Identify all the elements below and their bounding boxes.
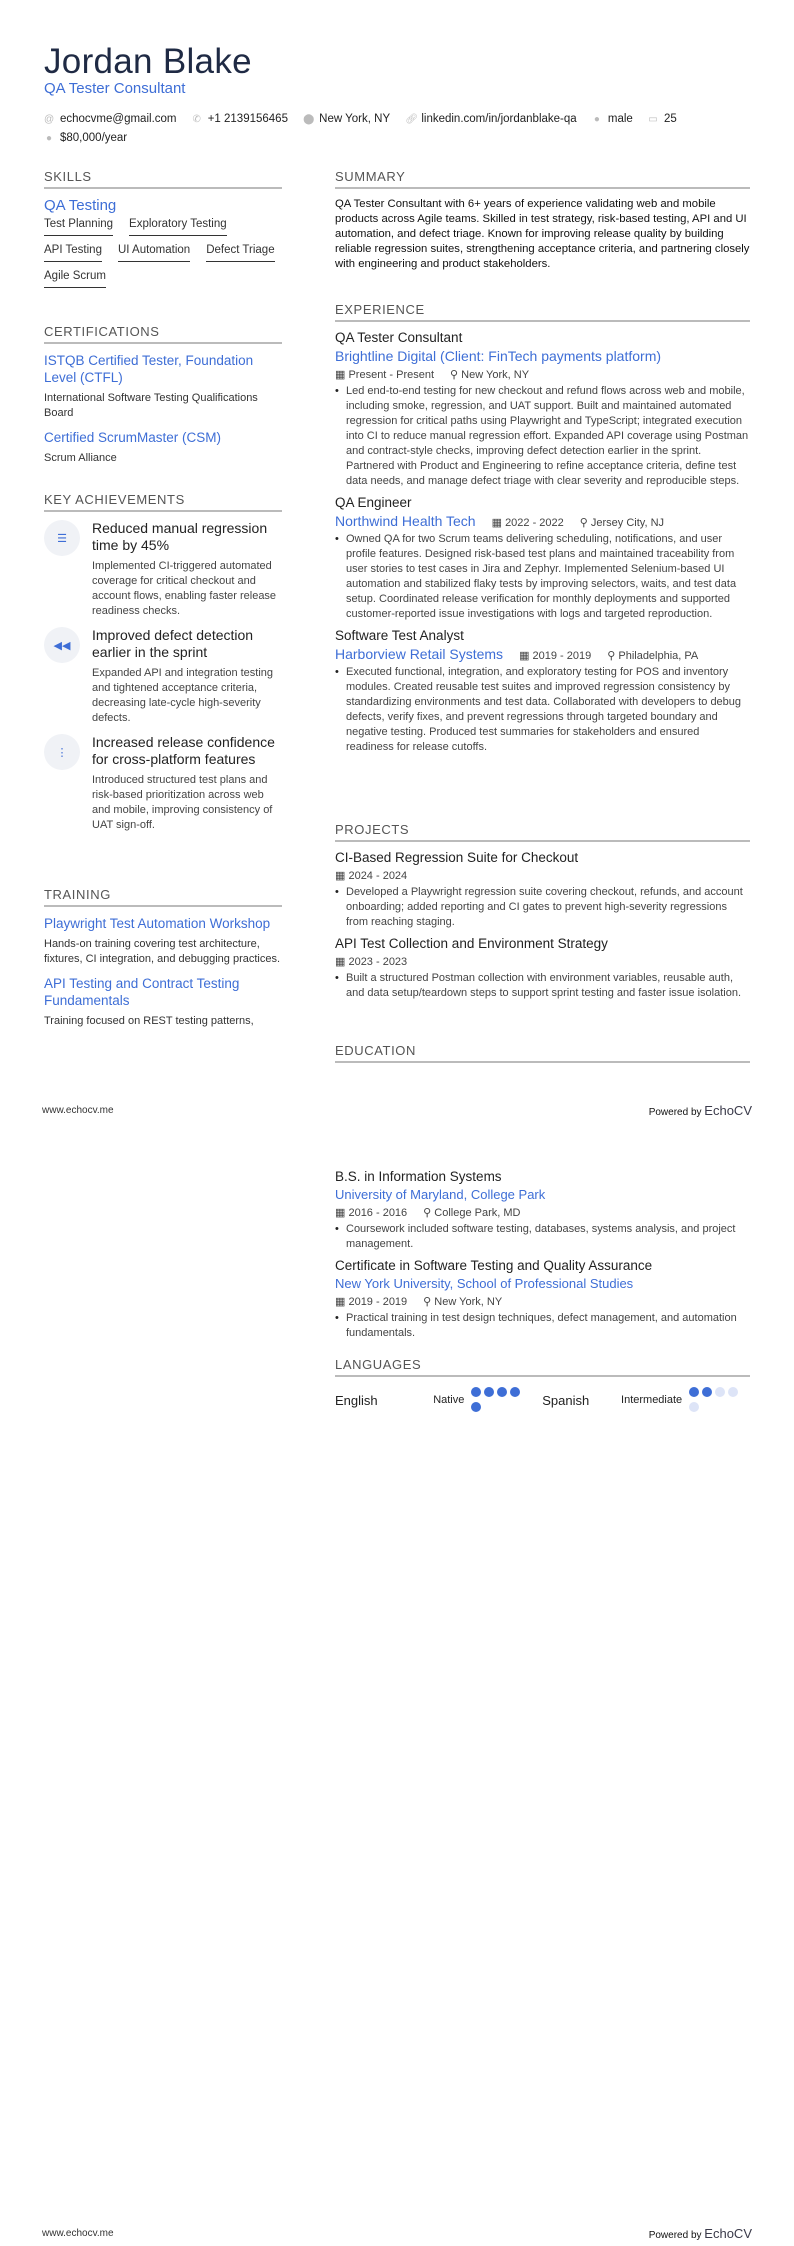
contact-linkedin[interactable]: 🔗︎ linkedin.com/in/jordanblake-qa [405,110,576,129]
training-title: API Testing and Contract Testing Fundamentals [44,976,240,1008]
job-bullet: • Executed functional, integration, and exploratory testing for POS and inventory modules. Created reusable test suites and improved regression consistency by standardizing environments and test data. Collaborated with developers to debug defects, verify fixes, and prevent regressions through targeted boundary and negative testing. Produced test summaries for stakeholders and ensured readiness for release cutoffs. [335,665,750,755]
job-dates: 2019 - 2019 [532,650,592,662]
left-column [44,169,282,474]
footer-site-link[interactable]: www.echocv.me [42,2228,114,2239]
achievement-desc: Expanded API and integration testing and tightened acceptance criteria, decreasing late-cycle high-severity defects. [92,667,274,724]
projects-heading: PROJECTS [335,822,750,842]
footer-powered: Powered by EchoCV [648,2226,752,2241]
bars-icon: ☰ [44,520,80,556]
achievements-section [44,492,282,841]
footer-powered: Powered by EchoCV [648,1103,752,1118]
phone-icon: ✆ [192,114,201,125]
edu-location: College Park, MD [434,1207,521,1219]
edu-bullet: • Coursework included software testing, databases, systems analysis, and project management. [335,1222,750,1252]
language-rating [686,1385,750,1415]
calendar-icon: ▦ [335,1296,349,1308]
company: Northwind Health Tech [335,513,476,529]
achievement-item [44,627,282,726]
skills-heading: SKILLS [44,169,282,189]
footer-site-link[interactable]: www.echocv.me [42,1105,114,1116]
contact-email[interactable]: @ echocvme@gmail.com [44,110,177,129]
contact-info [44,110,764,148]
job-location: New York, NY [461,369,530,381]
languages-heading: LANGUAGES [335,1357,750,1377]
skill-tag: Defect Triage [206,244,274,262]
rating-dot-filled [702,1387,712,1397]
project-bullet: • Developed a Playwright regression suite covering checkout, refunds, and account onboarding; added reporting and CI gates to prevent high-severity regressions from reaching staging. [335,885,750,930]
skill-tags [44,218,282,288]
edu-location: New York, NY [434,1296,503,1308]
job-location: Jersey City, NJ [590,517,665,529]
training-title: Playwright Test Automation Workshop [44,916,271,931]
contact-phone: ✆ +1 2139156465 [192,110,288,129]
location-icon: ⬤ [303,114,315,125]
candidate-title: QA Tester Consultant [44,80,186,97]
certifications-heading: CERTIFICATIONS [44,324,282,344]
contact-age: ▭ 25 [648,110,677,129]
calendar-icon: ▦ [519,650,533,662]
location-icon: ⚲ [423,1207,435,1219]
calendar-icon: ▦ [491,517,506,529]
skill-category: QA Testing [44,197,117,214]
contact-salary: ● $80,000/year [44,129,127,148]
achievement-desc: Introduced structured test plans and risk-based prioritization across web and mobile, improving consistency of UAT sign-off. [92,774,273,831]
education-heading: EDUCATION [335,1043,750,1063]
job-dates: 2022 - 2022 [505,517,564,529]
cert-issuer: International Software Testing Qualifications Board [44,392,258,419]
person-icon: ● [593,114,600,125]
training-desc: Hands-on training covering test architecture, fixtures, CI integration, and debugging practices. [44,938,281,965]
rating-dot-filled [471,1402,481,1412]
rating-dot-filled [471,1387,481,1397]
school: New York University, School of Professional Studies [335,1276,634,1291]
calendar-icon: ▦ [335,870,349,882]
experience-heading: EXPERIENCE [335,302,750,322]
projects-section [335,822,750,1007]
link-icon: 🔗︎ [405,114,419,125]
summary-heading: SUMMARY [335,169,750,189]
project-dates: 2024 - 2024 [348,870,408,882]
contact-gender: ● male [592,110,633,129]
calendar-icon: ▦ [335,369,349,381]
degree: B.S. in Information Systems [335,1169,502,1184]
languages-section [335,1357,750,1415]
language-name: English [335,1392,378,1408]
training-desc: Training focused on REST testing patterns, [44,1015,254,1027]
edu-dates: 2019 - 2019 [348,1296,408,1308]
skill-tag: UI Automation [118,244,190,262]
candidate-name: Jordan Blake [44,42,252,81]
rating-dot-filled [510,1387,520,1397]
rating-dot-filled [497,1387,507,1397]
rating-dot-empty [689,1402,699,1412]
job-bullet: • Owned QA for two Scrum teams delivering scheduling, notifications, and user profile features. Designed risk-based test plans and maintained traceability from user stories to test cases in Jira and Zephyr. Implemented Selenium-based UI automation and stabilized flaky tests by improving selectors, waits, and test data setup. Coordinated release verification for monthly deployments and supported customer-reported issue investigations with logs and targeted reproduction. [335,532,750,622]
rating-dot-empty [715,1387,725,1397]
rating-dot-filled [484,1387,494,1397]
edu-dates: 2016 - 2016 [348,1207,408,1219]
skill-tag: API Testing [44,244,102,262]
experience-item [335,495,750,622]
job-title: QA Engineer [335,495,412,510]
training-section [44,887,282,1037]
job-bullet: • Led end-to-end testing for new checkout and refund flows across web and mobile, including smoke, regression, and UAT support. Built and maintained automated regression for critical paths using Playwright and TypeScript; integrated execution into CI to reduce manual regression effort. Expanded API coverage using Postman and contract-style checks, improving defect detection earlier in the sprint. Partnered with Product and Engineering to refine acceptance criteria, define test data needs, and manage defect triage with clear severity and reproducible steps. [335,384,750,489]
degree: Certificate in Software Testing and Quality Assurance [335,1258,653,1273]
achievement-title: Improved defect detection earlier in the sprint [92,627,254,660]
achievement-desc: Implemented CI-triggered automated coverage for critical checkout and account flows, enabling faster release readiness checks. [92,560,277,617]
at-icon: @ [44,114,55,125]
project-dates: 2023 - 2023 [348,956,408,968]
brand-logo: EchoCV [704,2226,752,2241]
cert-title: Certified ScrumMaster (CSM) [44,430,222,445]
edu-bullet: • Practical training in test design techniques, defect management, and automation fundamentals. [335,1311,750,1341]
calendar-icon: ▦ [335,956,349,968]
dots-icon: ⋮ [44,734,80,770]
project-bullet: • Built a structured Postman collection with environment variables, reusable auth, and data setup/teardown steps to support sprint testing and faster issue isolation. [335,971,750,1001]
achievement-title: Increased release confidence for cross-platform features [92,734,275,767]
skill-tag: Test Planning [44,218,113,236]
achievements-heading: KEY ACHIEVEMENTS [44,492,282,512]
cert-title: ISTQB Certified Tester, Foundation Level (CTFL) [44,353,254,385]
calendar-icon: ▭ [648,114,658,125]
contact-location: ⬤ New York, NY [303,110,390,129]
job-location: Philadelphia, PA [618,650,699,662]
company: Harborview Retail Systems [335,646,504,662]
education-heading-block [335,1043,750,1071]
location-icon: ⚲ [579,517,591,529]
language-name: Spanish [542,1392,590,1408]
skill-tag: Exploratory Testing [129,218,227,236]
cert-issuer: Scrum Alliance [44,452,117,464]
rating-dot-empty [728,1387,738,1397]
languages-row [335,1385,750,1415]
right-column [335,169,750,761]
achievement-title: Reduced manual regression time by 45% [92,520,268,553]
achievement-item [44,734,282,833]
job-dates: Present - Present [348,369,435,381]
location-icon: ⚲ [423,1296,435,1308]
project-title: API Test Collection and Environment Strategy [335,936,608,951]
salary-icon: ● [45,133,53,144]
training-heading: TRAINING [44,887,282,907]
skill-tag: Agile Scrum [44,270,106,288]
job-title: Software Test Analyst [335,628,464,643]
calendar-icon: ▦ [335,1207,349,1219]
job-title: QA Tester Consultant [335,330,463,345]
location-icon: ⚲ [607,650,619,662]
language-level: Native [433,1394,465,1406]
school: University of Maryland, College Park [335,1187,546,1202]
language-level: Intermediate [621,1394,683,1406]
location-icon: ⚲ [450,369,462,381]
rewind-icon: ◀◀ [44,627,80,663]
experience-item [335,330,750,489]
education-section [335,1169,750,1347]
company: Brightline Digital (Client: FinTech payments platform) [335,348,662,364]
experience-item [335,628,750,755]
brand-logo: EchoCV [704,1103,752,1118]
achievement-item [44,520,282,619]
summary-text: QA Tester Consultant with 6+ years of experience validating web and mobile products across Agile teams. Skilled in test strategy, risk-based testing, API and UI automation, and defect triage. Known for improving release quality by building reliable regression suites, strengthening acceptance criteria, and partnering closely with engineering and product stakeholders. [335,198,750,270]
language-rating [468,1385,532,1415]
project-title: CI-Based Regression Suite for Checkout [335,850,579,865]
rating-dot-filled [689,1387,699,1397]
